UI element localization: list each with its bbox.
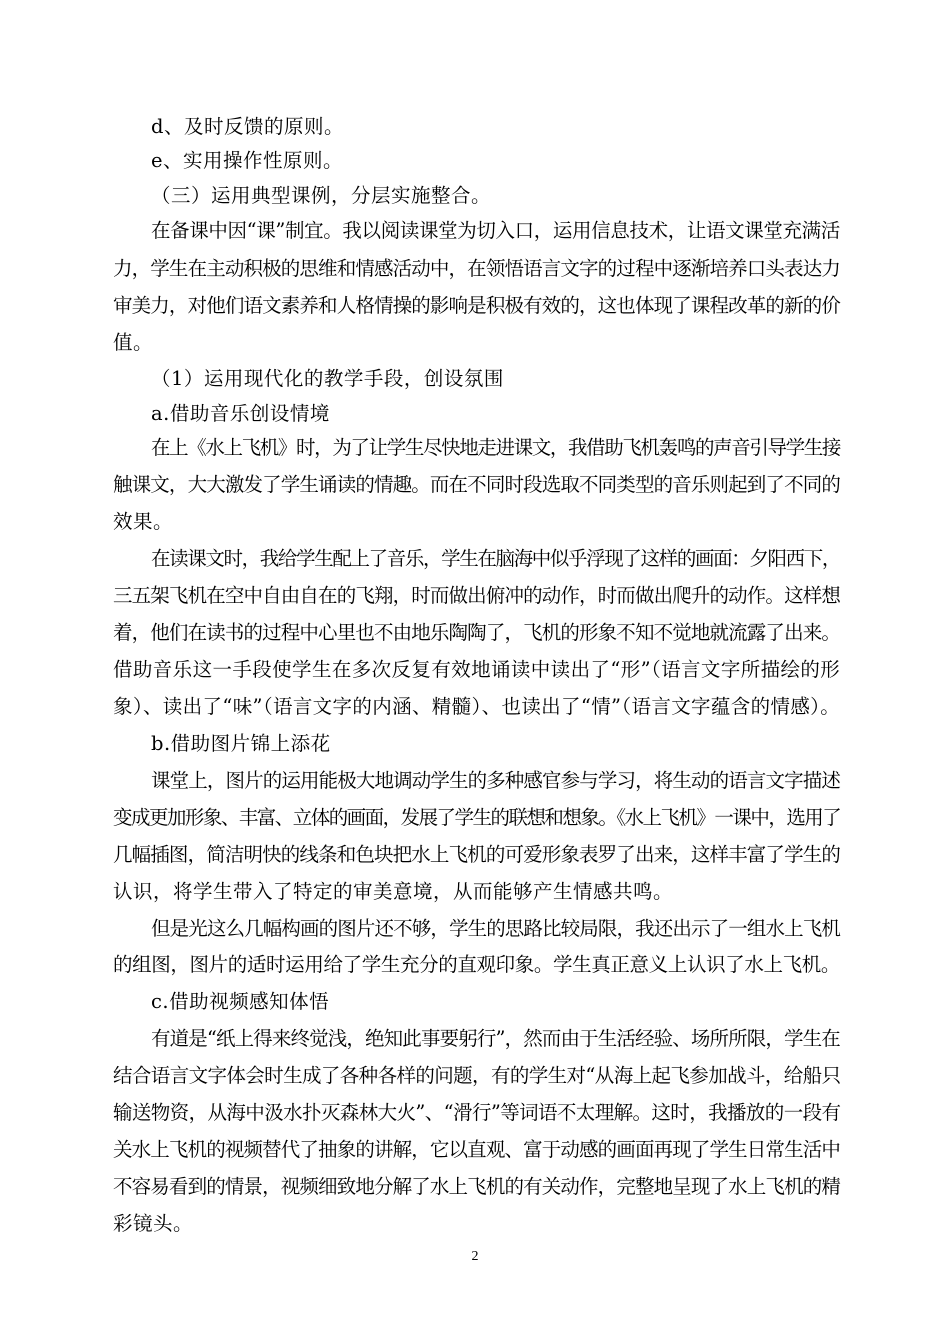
text-line: 输送物资，从海中汲水扑灭森林大火”、“滑行”等词语不太理解。这时，我播放的一段有 bbox=[113, 1101, 841, 1124]
text-line: a.借助音乐创设情境 bbox=[151, 402, 330, 425]
text-line: 几幅插图，简洁明快的线条和色块把水上飞机的可爱形象表罗了出来，这样丰富了学生的 bbox=[113, 843, 841, 866]
text-line: 有道是“纸上得来终觉浅，绝知此事要躬行”，然而由于生活经验、场所所限，学生在 bbox=[151, 1027, 840, 1050]
text-line: 力，学生在主动积极的思维和情感活动中，在领悟语言文字的过程中逐渐培养口头表达力 bbox=[113, 257, 841, 280]
text-line: 在备课中因“课”制宜。我以阅读课堂为切入口，运用信息技术，让语文课堂充满活 bbox=[151, 219, 840, 242]
text-line: 在上《水上飞机》时，为了让学生尽快地走进课文，我借助飞机轰鸣的声音引导学生接 bbox=[151, 436, 841, 459]
text-line: c.借助视频感知体悟 bbox=[151, 990, 330, 1013]
text-line: 触课文，大大激发了学生诵读的情趣。而在不同时段选取不同类型的音乐则起到了不同的 bbox=[113, 473, 841, 496]
text-line: 结合语言文字体会时生成了各种各样的问题，有的学生对“从海上起飞参加战斗，给船只 bbox=[113, 1064, 841, 1087]
text-line: 三五架飞机在空中自由自在的飞翔，时而做出俯冲的动作，时而做出爬升的动作。这样想 bbox=[113, 584, 841, 607]
text-line: 但是光这么几幅构画的图片还不够，学生的思路比较局限，我还出示了一组水上飞机 bbox=[151, 917, 841, 940]
text-line: 的组图，图片的适时运用给了学生充分的直观印象。学生真正意义上认识了水上飞机。 bbox=[113, 953, 841, 976]
text-line: 象）、读出了“味”（语言文字的内涵、精髓）、也读出了“情”（语言文字蕴含的情感）。 bbox=[113, 695, 841, 718]
text-line: 关水上飞机的视频替代了抽象的讲解，它以直观、富于动感的画面再现了学生日常生活中 bbox=[113, 1138, 841, 1161]
text-line: 值。 bbox=[113, 331, 154, 354]
text-line: 不容易看到的情景，视频细致地分解了水上飞机的有关动作，完整地呈现了水上飞机的精 bbox=[113, 1175, 841, 1198]
text-line: 变成更加形象、丰富、立体的画面，发展了学生的联想和想象。《水上飞机》一课中，选用了 bbox=[113, 806, 841, 829]
text-line: d、及时反馈的原则。 bbox=[151, 115, 344, 138]
text-line: b.借助图片锦上添花 bbox=[151, 732, 331, 755]
text-line: 在读课文时，我给学生配上了音乐，学生在脑海中似乎浮现了这样的画面：夕阳西下， bbox=[151, 547, 841, 570]
text-line: 彩镜头。 bbox=[113, 1212, 194, 1235]
page-number: 2 bbox=[471, 1249, 479, 1264]
text-line: （三）运用典型课例，分层实施整合。 bbox=[151, 184, 492, 207]
text-line: 课堂上，图片的运用能极大地调动学生的多种感官参与学习，将生动的语言文字描述 bbox=[151, 769, 841, 792]
text-line: 认识，将学生带入了特定的审美意境，从而能够产生情感共鸣。 bbox=[113, 880, 674, 903]
text-line: 效果。 bbox=[113, 510, 174, 533]
text-line: 着，他们在读书的过程中心里也不由地乐陶陶了，飞机的形象不知不觉地就流露了出来。 bbox=[113, 621, 841, 644]
text-line: （1）运用现代化的教学手段，创设氛围 bbox=[151, 367, 504, 390]
text-line: 审美力，对他们语文素养和人格情操的影响是积极有效的，这也体现了课程改革的新的价 bbox=[113, 294, 841, 317]
text-line: 借助音乐这一手段使学生在多次反复有效地诵读中读出了“形”（语言文字所描绘的形 bbox=[113, 658, 841, 681]
text-line: e、实用操作性原则。 bbox=[151, 149, 344, 172]
